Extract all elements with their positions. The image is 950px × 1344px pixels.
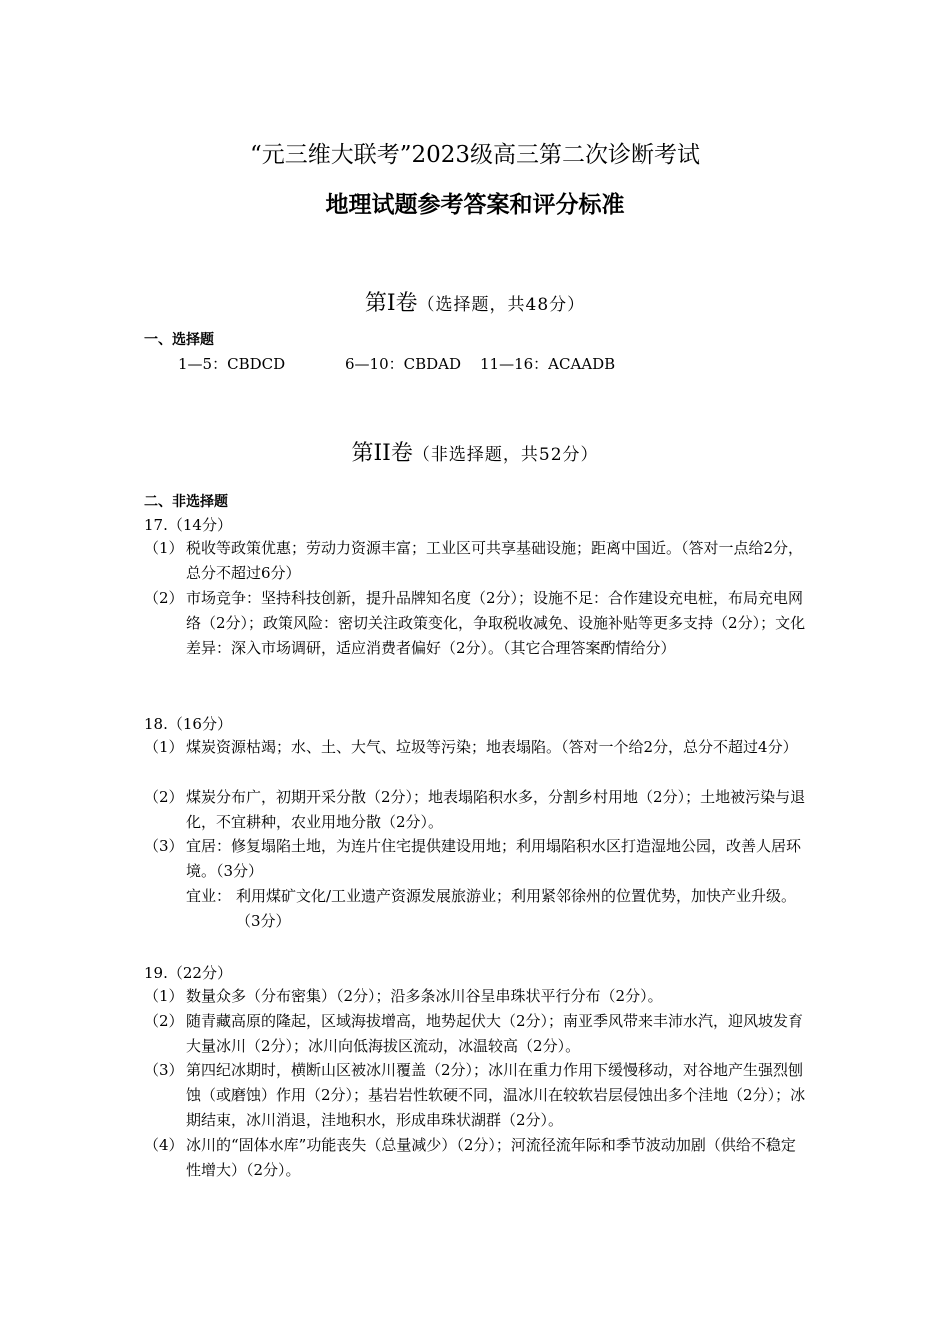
q19-item-2 <box>144 1009 809 1059</box>
answers-6-10: 6—10：CBDAD <box>345 355 462 373</box>
part1-heading <box>0 286 950 317</box>
item-number: （1） <box>144 539 184 557</box>
item-number: （3） <box>144 837 184 855</box>
q17-item-1 <box>144 536 809 586</box>
q18-item-3 <box>144 834 809 884</box>
item-text: 税收等政策优惠；劳动力资源丰富；工业区可共享基础设施；距离中国近。（答对一点给2分，总分不超过6分） <box>186 539 804 582</box>
q18-item-1 <box>144 735 809 760</box>
answers-1-5: 1—5：CBDCD <box>178 355 286 373</box>
item-text: 煤炭分布广，初期开采分散（2分）；地表塌陷积水多，分割乡村用地（2分）；土地被污染与退化，不宜耕种，农业用地分散（2分）。 <box>186 788 806 831</box>
part2-heading <box>0 436 950 467</box>
exam-title: “元三维大联考”2023级高三第二次诊断考试 <box>249 142 701 168</box>
item-text: 数量众多（分布密集）（2分）；沿多条冰川谷呈串珠状平行分布（2分）。 <box>186 987 663 1005</box>
question-19-head: 19.（22分） <box>144 964 232 982</box>
q17-item-2 <box>144 586 809 661</box>
item-text: 随青藏高原的隆起，区域海拔增高，地势起伏大（2分）；南亚季风带来丰沛水汽，迎风坡发育大量冰川（2分）；冰川向低海拔区流动，冰温较高（2分）。 <box>186 1012 804 1055</box>
item-number: （1） <box>144 987 184 1005</box>
item-text: 煤炭资源枯竭；水、土、大气、垃圾等污染；地表塌陷。（答对一个给2分，总分不超过4分） <box>186 738 798 756</box>
item-number: （4） <box>144 1136 184 1154</box>
q18-item-3-extra <box>186 884 809 934</box>
item-text: 第四纪冰期时，横断山区被冰川覆盖（2分）；冰川在重力作用下缓慢移动，对谷地产生强烈刨蚀（或磨蚀）作用（2分）；基岩岩性软硬不同，温冰川在较软岩层侵蚀出多个洼地（2分）；冰期结束，冰川消退，洼地积水，形成串珠状湖群（2分）。 <box>186 1061 806 1129</box>
item-number: （1） <box>144 738 184 756</box>
extra-text: 利用煤矿文化/工业遗产资源发展旅游业；利用紧邻徐州的位置优势，加快产业升级。（3分） <box>236 887 797 930</box>
q19-item-1 <box>144 984 809 1009</box>
item-number: （2） <box>144 1012 184 1030</box>
q19-item-4 <box>144 1133 809 1183</box>
exam-subtitle: 地理试题参考答案和评分标准 <box>325 192 625 218</box>
item-text: 市场竞争：坚持科技创新，提升品牌知名度（2分）；设施不足：合作建设充电桩，布局充电网络（2分）；政策风险：密切关注政策变化，争取税收减免、设施补贴等更多支持（2分）；文化差异：深入市场调研，适应消费者偏好（2分）。（其它合理答案酌情给分） <box>186 589 806 657</box>
q18-item-2 <box>144 785 809 835</box>
question-18-head: 18.（16分） <box>144 715 232 733</box>
section-nonchoice-heading: 二、非选择题 <box>144 494 228 510</box>
part1-note: （选择题，共48分） <box>417 295 586 315</box>
item-number: （2） <box>144 788 184 806</box>
answers-11-16: 11—16：ACAADB <box>480 355 616 373</box>
section-choice-heading: 一、选择题 <box>144 332 214 348</box>
part2-title: 第II卷 <box>351 441 413 466</box>
extra-lead: 宜业： <box>186 887 232 905</box>
question-17-head: 17.（14分） <box>144 516 232 534</box>
item-number: （2） <box>144 589 184 607</box>
item-text: 宜居：修复塌陷土地，为连片住宅提供建设用地；利用塌陷积水区打造湿地公园，改善人居环境。（3分） <box>186 837 802 880</box>
item-number: （3） <box>144 1061 184 1079</box>
q19-item-3 <box>144 1058 809 1133</box>
part1-title: 第I卷 <box>364 291 418 316</box>
part2-note: （非选择题，共52分） <box>412 445 599 465</box>
item-text: 冰川的“固体水库”功能丧失（总量减少）（2分）；河流径流年际和季节波动加剧（供给不稳定性增大）（2分）。 <box>186 1136 796 1179</box>
